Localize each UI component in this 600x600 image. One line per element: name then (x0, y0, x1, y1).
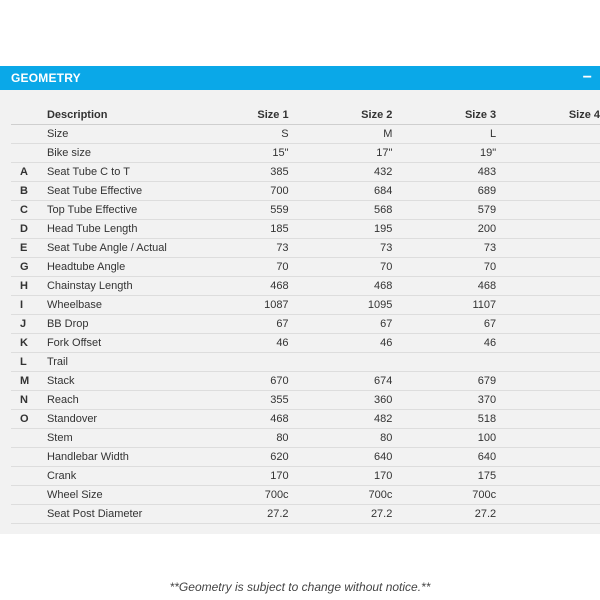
header-size-4: Size 4 (496, 106, 600, 125)
row-size-4 (496, 144, 600, 163)
header-description: Description (47, 106, 209, 125)
row-size-3: 640 (392, 448, 496, 467)
row-size-4 (496, 277, 600, 296)
row-letter: I (11, 296, 47, 315)
header-size-3: Size 3 (392, 106, 496, 125)
row-description: Head Tube Length (47, 220, 209, 239)
row-letter (11, 505, 47, 524)
row-size-3: 468 (392, 277, 496, 296)
row-description: Trail (47, 353, 209, 372)
row-letter (11, 467, 47, 486)
table-row (11, 315, 600, 334)
row-letter: D (11, 220, 47, 239)
row-size-2: M (289, 125, 393, 144)
table-header-row (11, 106, 600, 125)
row-size-2: 360 (289, 391, 393, 410)
row-size-3: 700c (392, 486, 496, 505)
row-size-4 (496, 296, 600, 315)
row-description: Size (47, 125, 209, 144)
row-size-1: 46 (209, 334, 289, 353)
row-size-1: 700c (209, 486, 289, 505)
row-description: Seat Tube Angle / Actual (47, 239, 209, 258)
row-description: Top Tube Effective (47, 201, 209, 220)
row-size-3: 70 (392, 258, 496, 277)
row-size-3: L (392, 125, 496, 144)
disclaimer-note: **Geometry is subject to change without notice.** (169, 580, 431, 594)
row-size-2: 684 (289, 182, 393, 201)
row-size-2: 67 (289, 315, 393, 334)
row-size-4 (496, 182, 600, 201)
row-size-3: 1107 (392, 296, 496, 315)
row-size-1: 15" (209, 144, 289, 163)
row-size-1: 559 (209, 201, 289, 220)
row-size-4 (496, 334, 600, 353)
row-size-2: 482 (289, 410, 393, 429)
row-description: Seat Tube C to T (47, 163, 209, 182)
table-row (11, 296, 600, 315)
row-size-2: 17" (289, 144, 393, 163)
row-size-1 (209, 353, 289, 372)
table-row (11, 258, 600, 277)
row-description: Fork Offset (47, 334, 209, 353)
row-size-2: 640 (289, 448, 393, 467)
row-description: BB Drop (47, 315, 209, 334)
table-row (11, 391, 600, 410)
row-size-2: 46 (289, 334, 393, 353)
row-description: Stack (47, 372, 209, 391)
row-size-2: 468 (289, 277, 393, 296)
table-row (11, 429, 600, 448)
row-description: Wheel Size (47, 486, 209, 505)
row-letter: A (11, 163, 47, 182)
header-letter (11, 106, 47, 125)
row-size-1: S (209, 125, 289, 144)
row-size-3: 370 (392, 391, 496, 410)
row-letter: C (11, 201, 47, 220)
row-description: Handlebar Width (47, 448, 209, 467)
row-size-1: 70 (209, 258, 289, 277)
row-size-2: 1095 (289, 296, 393, 315)
collapse-icon[interactable]: − (582, 69, 592, 86)
row-size-4 (496, 467, 600, 486)
row-size-4 (496, 353, 600, 372)
row-size-1: 620 (209, 448, 289, 467)
row-size-1: 67 (209, 315, 289, 334)
row-letter (11, 429, 47, 448)
row-size-2: 700c (289, 486, 393, 505)
row-size-1: 80 (209, 429, 289, 448)
row-size-3: 483 (392, 163, 496, 182)
row-description: Wheelbase (47, 296, 209, 315)
row-size-2: 80 (289, 429, 393, 448)
row-size-3: 679 (392, 372, 496, 391)
row-letter: J (11, 315, 47, 334)
table-row (11, 239, 600, 258)
row-size-3: 175 (392, 467, 496, 486)
table-row (11, 182, 600, 201)
table-row (11, 353, 600, 372)
section-title: GEOMETRY (11, 71, 81, 85)
row-description: Seat Tube Effective (47, 182, 209, 201)
table-row (11, 410, 600, 429)
header-size-1: Size 1 (209, 106, 289, 125)
row-size-4 (496, 486, 600, 505)
row-letter: K (11, 334, 47, 353)
table-row (11, 505, 600, 524)
row-letter: O (11, 410, 47, 429)
table-row (11, 220, 600, 239)
row-letter: B (11, 182, 47, 201)
row-description: Seat Post Diameter (47, 505, 209, 524)
table-row (11, 144, 600, 163)
row-size-4 (496, 125, 600, 144)
row-size-4 (496, 163, 600, 182)
row-letter (11, 486, 47, 505)
row-size-4 (496, 258, 600, 277)
row-size-3: 579 (392, 201, 496, 220)
row-size-1: 27.2 (209, 505, 289, 524)
row-size-2: 73 (289, 239, 393, 258)
row-size-4 (496, 201, 600, 220)
table-row (11, 163, 600, 182)
row-size-1: 700 (209, 182, 289, 201)
table-row (11, 277, 600, 296)
row-letter: E (11, 239, 47, 258)
table-row (11, 201, 600, 220)
geometry-table (11, 106, 600, 524)
row-size-4 (496, 220, 600, 239)
row-size-1: 468 (209, 410, 289, 429)
geometry-panel (0, 66, 600, 594)
row-size-2: 27.2 (289, 505, 393, 524)
row-size-1: 185 (209, 220, 289, 239)
row-size-3: 73 (392, 239, 496, 258)
row-size-1: 468 (209, 277, 289, 296)
table-row (11, 448, 600, 467)
row-size-4 (496, 239, 600, 258)
row-size-2: 70 (289, 258, 393, 277)
row-size-2: 568 (289, 201, 393, 220)
row-letter (11, 448, 47, 467)
row-size-1: 355 (209, 391, 289, 410)
row-size-4 (496, 372, 600, 391)
row-size-3: 46 (392, 334, 496, 353)
row-size-1: 1087 (209, 296, 289, 315)
row-size-2: 195 (289, 220, 393, 239)
table-row (11, 486, 600, 505)
row-size-4 (496, 429, 600, 448)
row-description: Reach (47, 391, 209, 410)
geometry-header[interactable] (0, 66, 600, 90)
table-row (11, 334, 600, 353)
row-size-3: 200 (392, 220, 496, 239)
row-size-3: 67 (392, 315, 496, 334)
row-letter: N (11, 391, 47, 410)
row-size-1: 385 (209, 163, 289, 182)
row-description: Stem (47, 429, 209, 448)
row-size-4 (496, 391, 600, 410)
table-row (11, 372, 600, 391)
row-description: Headtube Angle (47, 258, 209, 277)
row-size-4 (496, 448, 600, 467)
row-letter: L (11, 353, 47, 372)
row-size-3: 19" (392, 144, 496, 163)
row-letter (11, 125, 47, 144)
row-description: Crank (47, 467, 209, 486)
row-description: Bike size (47, 144, 209, 163)
row-description: Standover (47, 410, 209, 429)
row-letter: M (11, 372, 47, 391)
row-letter: G (11, 258, 47, 277)
header-size-2: Size 2 (289, 106, 393, 125)
row-size-1: 670 (209, 372, 289, 391)
row-size-4 (496, 315, 600, 334)
row-size-2: 170 (289, 467, 393, 486)
row-size-2: 674 (289, 372, 393, 391)
row-letter (11, 144, 47, 163)
row-size-4 (496, 410, 600, 429)
table-row (11, 467, 600, 486)
row-description: Chainstay Length (47, 277, 209, 296)
row-size-2 (289, 353, 393, 372)
row-size-1: 170 (209, 467, 289, 486)
row-size-3: 518 (392, 410, 496, 429)
row-size-3 (392, 353, 496, 372)
table-body (11, 125, 600, 524)
row-size-3: 27.2 (392, 505, 496, 524)
row-letter: H (11, 277, 47, 296)
table-row (11, 125, 600, 144)
row-size-2: 432 (289, 163, 393, 182)
row-size-1: 73 (209, 239, 289, 258)
row-size-3: 689 (392, 182, 496, 201)
row-size-3: 100 (392, 429, 496, 448)
row-size-4 (496, 505, 600, 524)
